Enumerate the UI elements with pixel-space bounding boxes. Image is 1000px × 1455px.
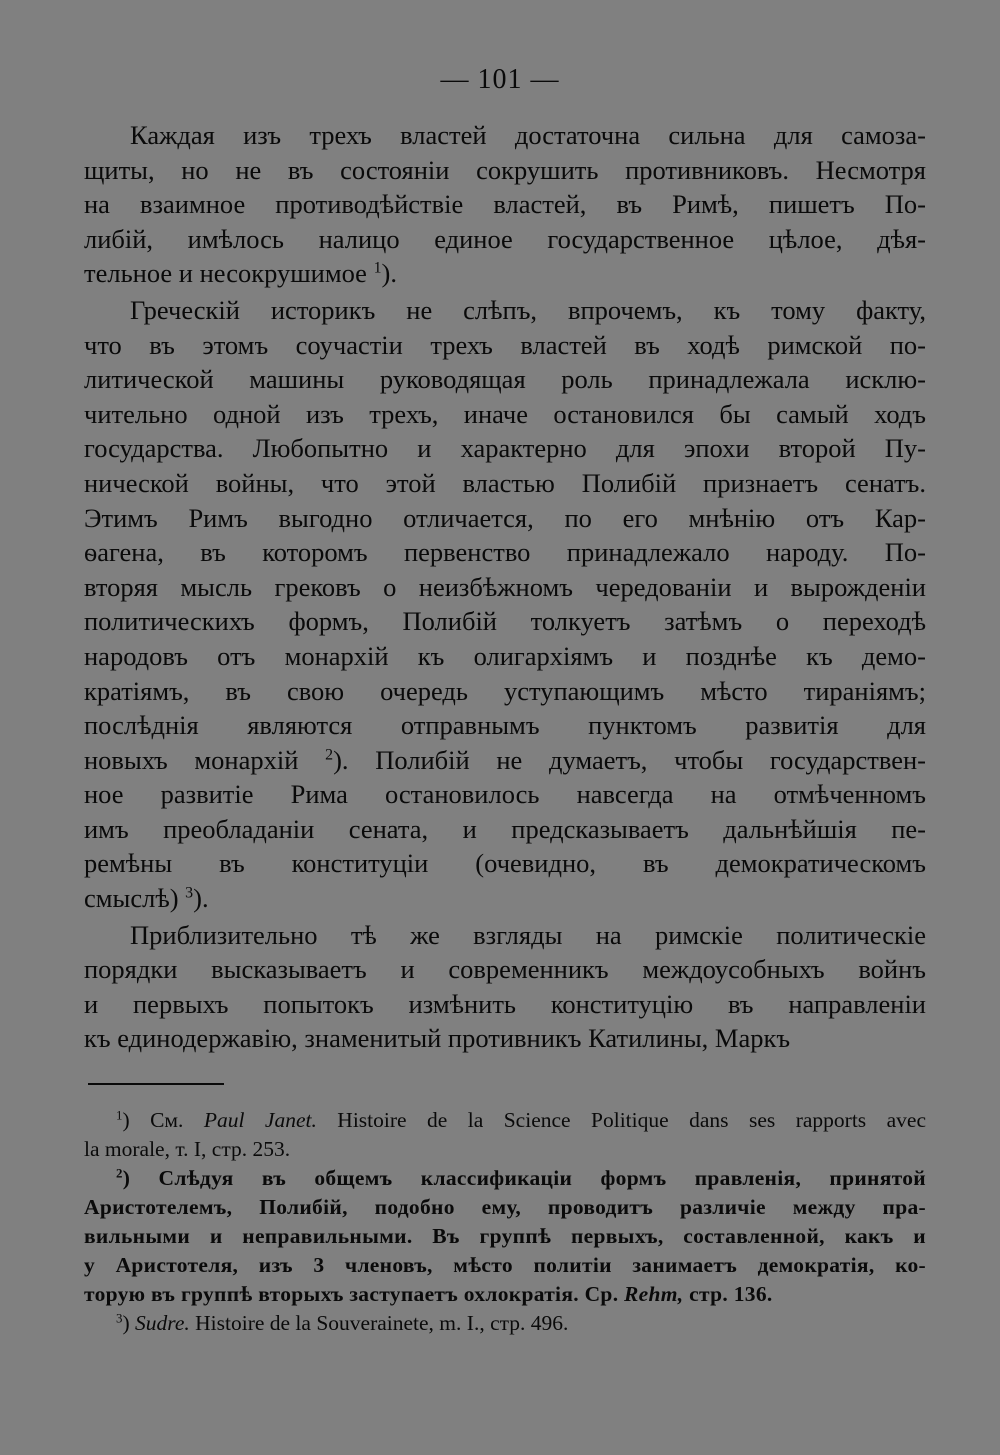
text-line-content: Каждая изъ трехъ властей достаточна сильна для самоза-: [130, 120, 926, 150]
text-line-content: ное развитiе Рима остановилось навсегда на отмѣченномъ: [84, 779, 926, 810]
text-line: [84, 535, 926, 570]
footnotes: [84, 1106, 926, 1338]
footnote-text: la morale, т. I, стр. 253.: [84, 1137, 291, 1161]
footnote-line: [84, 1135, 926, 1164]
text-line: [84, 501, 926, 536]
text-line-content: тельное и несокрушимое: [84, 258, 367, 289]
text-line: [84, 639, 926, 674]
text-line-content: имъ преобладанiи сената, и предсказываетъ дальнѣйшiя пе-: [84, 813, 926, 844]
footnote-line: [84, 1106, 926, 1135]
text-line-content: порядки высказываетъ и современникъ междоусобныхъ войнъ: [84, 954, 926, 985]
text-line: [84, 397, 926, 432]
text-line: [84, 362, 926, 397]
footnote-text: ): [122, 1311, 135, 1335]
text-line: [84, 743, 926, 778]
text-line-content: кратiямъ, въ свою очередь уступающимъ мѣсто тиранiямъ;: [84, 675, 926, 706]
text-line: [84, 1021, 926, 1056]
text-line: [84, 118, 926, 153]
text-line: [84, 222, 926, 257]
text-line-continuation: ).: [193, 883, 209, 914]
text-line: [84, 674, 926, 709]
text-line-content: Приблизительно тѣ же взгляды на римскiе политическiе: [130, 919, 926, 950]
footnote-line: [84, 1251, 926, 1280]
footnote-separator: [88, 1083, 224, 1085]
footnote-text: ) См.: [122, 1108, 204, 1132]
footnote-line: [84, 1193, 926, 1222]
text-line: [84, 570, 926, 605]
text-line-content: нической войны, что этой властью Полибiй признаетъ сенатъ.: [84, 467, 926, 498]
footnote-marker: 3: [185, 884, 194, 902]
text-line: [84, 604, 926, 639]
text-line-content: ремѣны въ конституцiи (очевидно, въ демократическомъ: [84, 848, 926, 879]
text-line: [84, 846, 926, 881]
text-line-content: чительно одной изъ трехъ, иначе остановился бы самый ходъ: [84, 398, 926, 429]
text-line-continuation: ). Полибiй не думаетъ, чтобы государствен-: [333, 744, 926, 775]
footnote-text: стр. 136.: [683, 1282, 773, 1306]
text-line-content: на взаимное противодѣйствiе властей, въ Римѣ, пишетъ По-: [84, 189, 926, 220]
text-line-content: политическихъ формъ, Полибiй толкуетъ затѣмъ о переходѣ: [84, 606, 926, 637]
text-line-content: ѳагена, въ которомъ первенство принадлежало народу. По-: [84, 537, 926, 568]
main-text: [84, 118, 926, 1056]
footnote-citation: Rehm,: [624, 1282, 684, 1306]
text-line-content: новыхъ монархiй: [84, 744, 299, 775]
text-line-continuation: ).: [381, 258, 397, 289]
text-line: [84, 708, 926, 743]
footnote-line: [84, 1280, 926, 1309]
footnote-number: 1: [116, 1108, 123, 1123]
text-line-content: послѣднiя являются отправнымъ пунктомъ развитiя для: [84, 710, 926, 741]
text-line-content: смыслѣ): [84, 883, 179, 914]
text-line: [84, 328, 926, 363]
text-line: [84, 918, 926, 953]
text-line-content: либiй, имѣлось налицо единое государственное цѣлое, дѣя-: [84, 223, 926, 254]
footnote-line: [84, 1164, 926, 1193]
text-line: [84, 431, 926, 466]
footnote-marker: 2: [325, 746, 334, 764]
footnote-marker: 1: [373, 259, 382, 277]
text-line-content: вторяя мысль грековъ о неизбѣжномъ чередованiи и вырожденiи: [84, 571, 926, 602]
footnote-text: у Аристотеля, изъ 3 членовъ, мѣсто политiи занимаетъ демократiя, ко-: [84, 1253, 926, 1277]
text-line: [84, 293, 926, 328]
text-line: [84, 987, 926, 1022]
text-line-content: щиты, но не въ состоянiи сокрушить противниковъ. Несмотря: [84, 154, 926, 185]
footnote-text: Histoire de la Souverainete, m. I., стр. 496.: [189, 1311, 569, 1335]
text-line: [84, 466, 926, 501]
footnote-text: Аристотелемъ, Полибiй, подобно ему, проводитъ различiе между пра-: [84, 1195, 926, 1219]
text-line: [84, 256, 926, 291]
footnote-number: 2: [116, 1166, 123, 1181]
footnote-citation: Sudre.: [135, 1311, 190, 1335]
text-line-content: къ единодержавiю, знаменитый противникъ Катилины, Маркъ: [84, 1023, 791, 1054]
text-line: [84, 153, 926, 188]
text-line: [84, 812, 926, 847]
text-line-content: государства. Любопытно и характерно для эпохи второй Пу-: [84, 433, 926, 464]
footnote-text: вильными и неправильными. Въ группѣ первыхъ, составленной, какъ и: [84, 1224, 926, 1248]
footnote-text: ) Слѣдуя въ общемъ классификацiи формъ правленiя, принятой: [122, 1166, 926, 1190]
footnote-line: [84, 1222, 926, 1251]
text-line-content: и первыхъ попытокъ измѣнить конституцiю въ направленiи: [84, 988, 926, 1019]
footnote-text: Histoire de la Science Politique dans ses rapports avec: [316, 1108, 926, 1132]
page-number: — 101 —: [440, 64, 560, 95]
text-line-content: литической машины руководящая роль принадлежала исклю-: [84, 364, 926, 395]
text-line: [84, 952, 926, 987]
text-line-content: Этимъ Римъ выгодно отличается, по его мнѣнiю отъ Кар-: [84, 502, 926, 533]
text-line: [84, 881, 926, 916]
text-line-content: что въ этомъ соучастiи трехъ властей въ ходѣ римской по-: [84, 329, 926, 360]
text-line-content: народовъ отъ монархiй къ олигархiямъ и позднѣе къ демо-: [84, 640, 926, 671]
footnote-text: торую въ группѣ вторыхъ заступаетъ охлократiя. Ср.: [84, 1282, 625, 1306]
footnote-citation: Paul Janet.: [203, 1108, 317, 1132]
text-line: [84, 187, 926, 222]
footnote-number: 3: [116, 1311, 123, 1326]
text-line-content: Греческiй историкъ не слѣпъ, впрочемъ, къ тому факту,: [130, 294, 926, 325]
text-line: [84, 777, 926, 812]
footnote-line: [84, 1309, 926, 1338]
